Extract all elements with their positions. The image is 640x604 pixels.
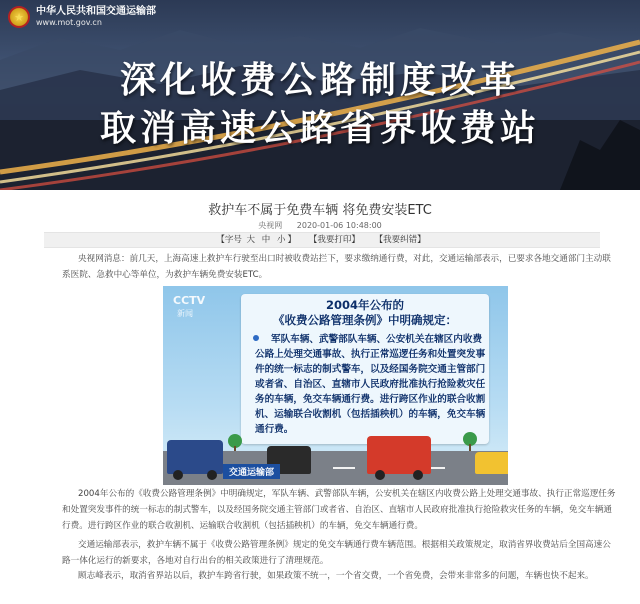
font-small-link[interactable]: 小 <box>276 235 286 245</box>
lane-marking <box>333 467 355 469</box>
font-medium-link[interactable]: 中 <box>261 235 271 245</box>
font-large-link[interactable]: 大 <box>246 235 256 245</box>
article-source: 央视网 <box>258 221 283 230</box>
cctv-logo: CCTV <box>173 294 206 307</box>
header-banner <box>0 0 640 190</box>
fire-truck-icon <box>367 436 431 474</box>
board-heading-line-1: 2004年公布的 <box>325 298 404 312</box>
board-heading <box>255 298 475 328</box>
news-image <box>163 286 508 485</box>
article-title: 救护车不属于免费车辆 将免费安装ETC <box>208 203 432 218</box>
wheel-icon <box>173 470 183 480</box>
font-size-label: 【字号 <box>216 235 242 245</box>
wheel-icon <box>413 470 423 480</box>
article-datetime: 2020-01-06 10:48:00 <box>296 221 382 230</box>
org-name: 中华人民共和国交通运输部 <box>36 6 156 17</box>
wheel-icon <box>375 470 385 480</box>
article-paragraph: 顾志峰表示，取消省界站以后，救护车跨省行驶，如果政策不统一，一个省交费，一个省免费，会带来非常多的问题，车辆也快不起来。 <box>78 571 594 581</box>
banner-headline-1: 深化收费公路制度改革 <box>119 60 520 101</box>
font-size-close: 】 <box>287 235 297 245</box>
site-logo[interactable] <box>8 6 156 28</box>
article-paragraph: 2004年公布的《收费公路管理条例》中明确规定，军队车辆、武警部队车辆，公安机关在辖区内收费公路上处理交通事故、执行正常巡逻任务和处置突发事件的统一标志的制式警车，以及经国务院交通主管部门或者省、自治区、直辖市人民政府批准执行抢险救灾任务的车辆，免交车辆通行费。进行跨区作业的联合收割机、运输联合收割机（包括插秧机）的车辆，免交车辆通行费。 <box>62 489 616 531</box>
article-meta <box>0 220 640 231</box>
image-caption: 交通运输部 <box>223 464 280 479</box>
article-paragraph: 交通运输部表示，救护车辆不属于《收费公路管理条例》规定的免交车辆通行费车辆范围。根据相关政策规定，取消省界收费站后全国高速公路一体化运行的新要求，各地对自行出台的相关政策进行了清理规范。 <box>62 540 611 566</box>
national-emblem-icon: ★ <box>8 6 30 28</box>
board-text: 军队车辆、武警部队车辆、公安机关在辖区内收费公路上处理交通事故、执行正常巡逻任务和处置突发事件的统一标志的制式警车，以及经国务院交通主管部门或者省、自治区、直辖市人民政府批准执行抢险救灾任务的车辆，免交车辆通行费。进行跨区作业的联合收割机、运输联合收割机（包括插秧机）的车辆，免交车辆通行费。 <box>255 334 486 435</box>
banner-headline-2: 取消高速公路省界收费站 <box>99 108 540 149</box>
report-error-link[interactable]: 【我要纠错】 <box>374 235 426 245</box>
article-toolbar <box>44 232 600 248</box>
yellow-car-icon <box>475 452 508 474</box>
print-link[interactable]: 【我要打印】 <box>308 235 360 245</box>
wheel-icon <box>207 470 217 480</box>
cctv-sub-logo: 新闻 <box>177 309 193 318</box>
org-url: www.mot.gov.cn <box>36 18 102 27</box>
police-car-icon <box>167 440 223 474</box>
board-heading-line-2: 《收费公路管理条例》中明确规定： <box>273 313 457 327</box>
article-paragraph: 央视网消息：前几天，上海高速上救护车行驶至出口时被收费站拦下，要求缴纳通行费，对此，交通运输部表示，已要求各地交通部门主动联系医院、急救中心等单位，为救护车辆免费安装ETC。 <box>62 254 611 280</box>
